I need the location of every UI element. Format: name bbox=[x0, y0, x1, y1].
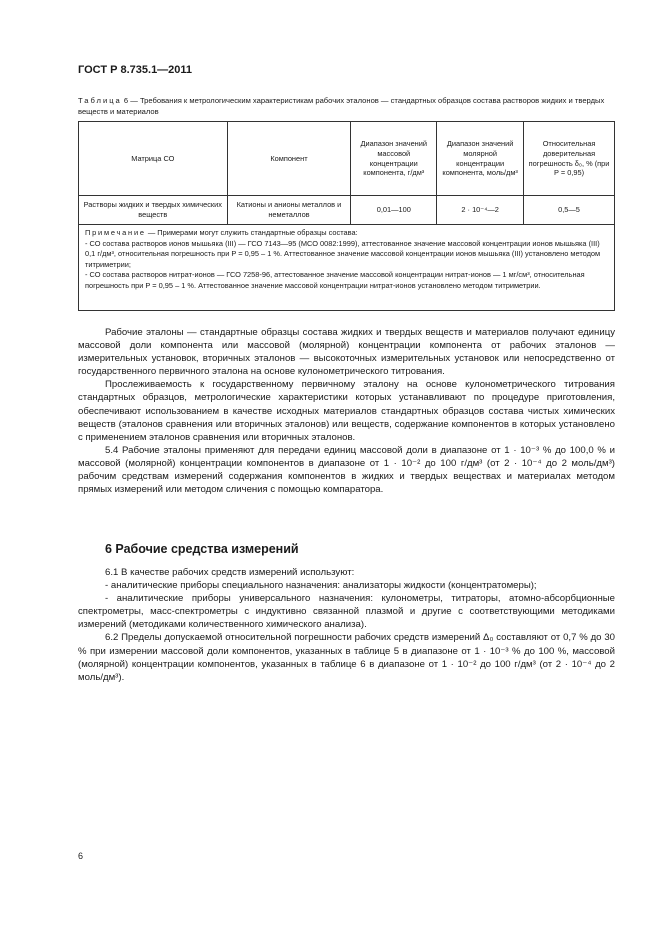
column-header: Компонент bbox=[227, 122, 351, 196]
table-caption-label: Таблица bbox=[78, 96, 122, 105]
note-item: - СО состава растворов ионов мышьяка (III) — ГСО 7143—95 (МСО 0082:1999), аттестованное значение массовой концентрации ионов мышьяка (III) 0,1 г/дм³, относительная погрешность при P = 0,95 – 1 %. Аттестованное значение массовой концентрации ионов мышьяка (III) установлено методом титриметрии; bbox=[85, 238, 601, 269]
table-caption-text: 6 — Требования к метрологическим характеристикам рабочих эталонов — стандартных образцов состава растворов жидких и твердых веществ и материалов bbox=[78, 96, 605, 116]
note-item: - СО состава растворов нитрат-ионов — ГСО 7258-96, аттестованное значение массовой концентрации нитрат-ионов — 1 мг/см³, относительная погрешность при P = 0,95 – 1 %. Аттестованное значение массовой концентрации нитрат-ионов установлено методом титриметрии. bbox=[85, 270, 585, 290]
paragraph: Рабочие эталоны — стандартные образцы состава жидких и твердых веществ и материалов получают единицу массовой доли компонента или массовой (молярной) концентрации компонента от рабочих эталонов — измерительных установок, вторичных эталонов — высокоточных измерительных установок или непосредственно от государственного первичного эталона на основе кулонометрического титрования. bbox=[78, 327, 615, 378]
table-cell: 2 · 10⁻⁴—2 bbox=[437, 196, 524, 225]
table-cell: Растворы жидких и твердых химических веществ bbox=[79, 196, 228, 225]
table-6 bbox=[78, 121, 615, 311]
table-caption bbox=[78, 96, 608, 118]
column-header: Диапазон значений молярной концентрации компонента, моль/дм³ bbox=[437, 122, 524, 196]
table-note-row bbox=[79, 225, 615, 311]
table-cell: Катионы и анионы металлов и неметаллов bbox=[227, 196, 351, 225]
column-header: Относительная доверительная погрешность δ₀, % (при P = 0,95) bbox=[524, 122, 615, 196]
table-row bbox=[79, 196, 615, 225]
paragraph: Прослеживаемость к государственному первичному эталону на основе кулонометрического титрования стандартных образцов, метрологические характеристики которых устанавливают по процедуре приготовления, обеспечивают использованием в качестве исходных материалов стандартных образцов состава чистых химических веществ (эталонов сравнения или вторичных эталонов) или веществ, содержание компонентов в которых установлено с применением эталонов сравнения или вторичных эталонов. bbox=[78, 379, 615, 443]
section-title: 6 Рабочие средства измерений bbox=[105, 542, 299, 556]
paragraph: 6.2 Пределы допускаемой относительной погрешности рабочих средств измерений Δ₀ составляют от 0,7 % до 30 % при измерении массовой доли компонентов, указанных в таблице 5 в диапазоне от 1 · 10⁻³ % до 100 %, массовой (молярной) концентрации компонентов, указанных в таблице 6 в диапазоне от 1 · 10⁻² до 100 г/дм³ (от 2 · 10⁻⁴ до 2 моль/дм³). bbox=[78, 632, 615, 683]
list-item: - аналитические приборы специального назначения: анализаторы жидкости (концентратомеры); bbox=[105, 580, 537, 592]
page-number: 6 bbox=[78, 851, 84, 861]
table-cell: 0,01—100 bbox=[351, 196, 437, 225]
table-note bbox=[79, 225, 615, 311]
paragraph: 5.4 Рабочие эталоны применяют для передачи единиц массовой доли в диапазоне от 1 · 10⁻³ % до 100,0 % и массовой (молярной) концентрации компонентов в диапазоне от 1 · 10⁻² до 100 г/дм³ (от 2 · 10⁻⁴ до 2 моль/дм³) рабочим средствам измерений содержания компонентов в жидких и твердых веществах и материалах методом прямых измерений или методом сличения с помощью компаратора. bbox=[78, 444, 615, 496]
list-item: - аналитические приборы универсального назначения: кулонометры, титраторы, атомно-абсорбционные спектрометры, масс-спектрометры с индуктивно связанной плазмой и другие с соответствующими методиками измерений (методиками количественного химического анализа). bbox=[78, 593, 615, 631]
section-6-text bbox=[78, 566, 615, 684]
body-text bbox=[78, 326, 615, 496]
note-label: Примечание bbox=[85, 228, 146, 237]
column-header: Диапазон значений массовой концентрации компонента, г/дм³ bbox=[351, 122, 437, 196]
table-header-row bbox=[79, 122, 615, 196]
column-header: Матрица СО bbox=[79, 122, 228, 196]
note-intro: — Примерами могут служить стандартные образцы состава: bbox=[147, 228, 358, 237]
document-header: ГОСТ Р 8.735.1—2011 bbox=[78, 64, 193, 76]
table-cell: 0,5—5 bbox=[524, 196, 615, 225]
paragraph: 6.1 В качестве рабочих средств измерений используют: bbox=[105, 567, 355, 578]
